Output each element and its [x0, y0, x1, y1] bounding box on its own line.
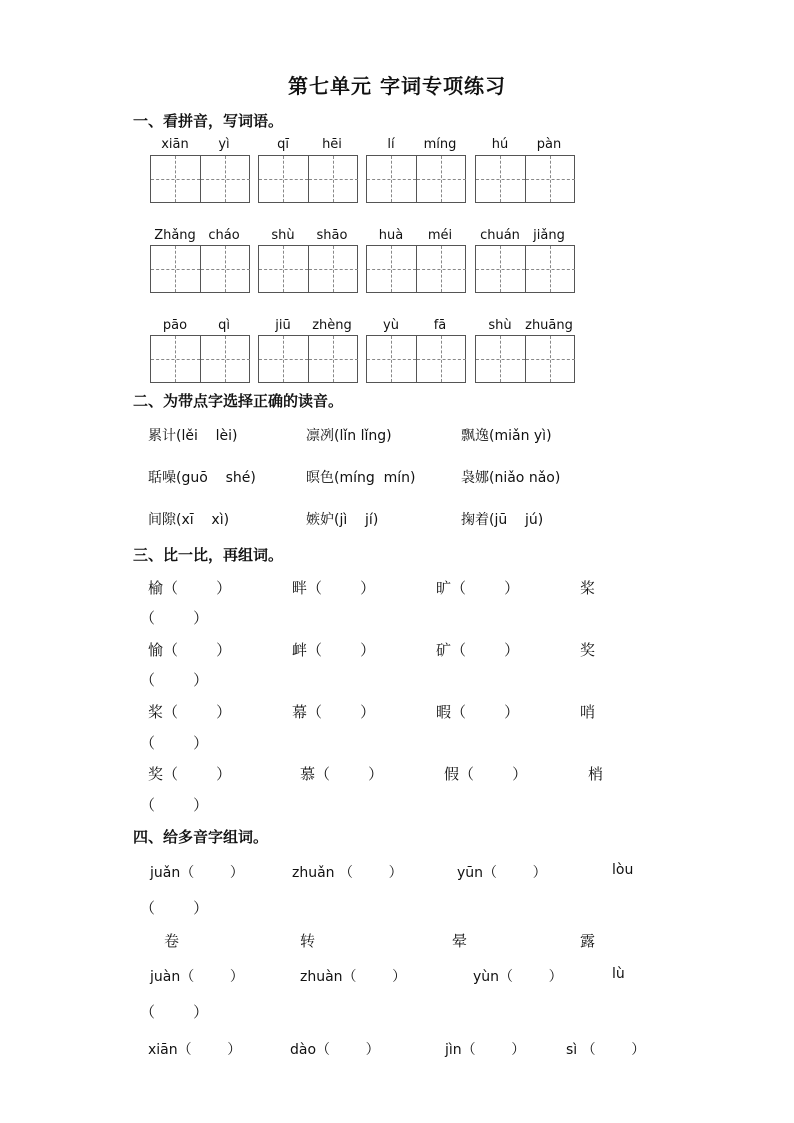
compare-item[interactable]: 暇（ ） — [436, 703, 520, 721]
pinyin-label: hēi — [322, 137, 342, 152]
section-3-heading: 三、比一比，再组词。 — [133, 546, 284, 564]
compare-item[interactable]: 榆（ ） — [148, 579, 232, 597]
writing-grid-row — [0, 245, 794, 293]
compare-item[interactable]: 愉（ ） — [148, 641, 232, 659]
section-4-heading: 四、给多音字组词。 — [133, 828, 269, 846]
poly-char: 转 — [300, 932, 316, 950]
word-box — [258, 245, 358, 293]
word-box — [366, 335, 466, 383]
writing-cell[interactable] — [416, 336, 466, 382]
pinyin-label: xiān — [161, 137, 189, 152]
pinyin-label: shù — [488, 318, 512, 333]
poly-item[interactable]: yūn（ ） — [457, 865, 547, 881]
pron-item[interactable]: 袅娜(niǎo nǎo) — [461, 470, 561, 486]
poly-item[interactable]: sì （ ） — [566, 1042, 646, 1058]
pinyin-label: lí — [387, 137, 395, 152]
writing-cell[interactable] — [416, 246, 466, 292]
answer-paren[interactable]: （ ） — [140, 899, 209, 917]
compare-item[interactable]: 衅（ ） — [292, 641, 376, 659]
guide-line — [283, 246, 284, 292]
writing-cell[interactable] — [308, 246, 358, 292]
poly-item[interactable]: yùn（ ） — [473, 969, 563, 985]
word-box — [366, 245, 466, 293]
pinyin-label: yì — [218, 137, 230, 152]
writing-cell[interactable] — [200, 336, 250, 382]
guide-line — [441, 246, 442, 292]
pinyin-row — [0, 137, 794, 157]
compare-item: 哨 — [580, 703, 596, 721]
guide-line — [550, 156, 551, 202]
pinyin-label: qī — [277, 137, 289, 152]
pinyin-label: qì — [218, 318, 230, 333]
guide-line — [283, 336, 284, 382]
guide-line — [175, 336, 176, 382]
pron-item[interactable]: 掬着(jū jú) — [461, 512, 544, 528]
writing-cell[interactable] — [525, 246, 575, 292]
word-box — [366, 155, 466, 203]
writing-cell[interactable] — [367, 246, 416, 292]
writing-cell[interactable] — [259, 246, 308, 292]
pron-item[interactable]: 累计(lěi lèi) — [148, 428, 238, 444]
guide-line — [550, 246, 551, 292]
word-box — [150, 155, 250, 203]
word-box — [258, 335, 358, 383]
writing-cell[interactable] — [151, 336, 200, 382]
poly-char: 晕 — [452, 932, 468, 950]
pinyin-label: shù — [271, 228, 295, 243]
pinyin-label: cháo — [208, 228, 240, 243]
guide-line — [500, 156, 501, 202]
guide-line — [175, 156, 176, 202]
poly-item: lòu — [612, 862, 634, 878]
pinyin-label: zhuāng — [525, 318, 573, 333]
word-box — [475, 245, 575, 293]
pron-item[interactable]: 嫉妒(jì jí) — [306, 512, 379, 528]
section-1-heading: 一、看拼音，写词语。 — [133, 112, 284, 130]
guide-line — [225, 246, 226, 292]
writing-cell[interactable] — [259, 336, 308, 382]
answer-paren[interactable]: （ ） — [140, 609, 209, 627]
word-box — [150, 335, 250, 383]
pinyin-label: zhèng — [312, 318, 352, 333]
guide-line — [500, 336, 501, 382]
poly-char: 卷 — [164, 932, 180, 950]
guide-line — [391, 156, 392, 202]
word-box — [475, 155, 575, 203]
writing-cell[interactable] — [525, 336, 575, 382]
pinyin-label: yù — [383, 318, 399, 333]
word-box — [258, 155, 358, 203]
answer-paren[interactable]: （ ） — [140, 671, 209, 689]
writing-cell[interactable] — [476, 336, 525, 382]
writing-cell[interactable] — [151, 156, 200, 202]
pinyin-label: shāo — [316, 228, 348, 243]
pinyin-label: Zhǎng — [154, 228, 196, 243]
poly-item[interactable]: dào（ ） — [290, 1042, 380, 1058]
pron-item[interactable]: 聒噪(guō shé) — [148, 470, 256, 486]
poly-item[interactable]: juǎn（ ） — [150, 865, 244, 881]
writing-cell[interactable] — [151, 246, 200, 292]
writing-cell[interactable] — [476, 156, 525, 202]
compare-item[interactable]: 慕（ ） — [300, 765, 384, 783]
pron-item[interactable]: 间隙(xī xì) — [148, 512, 230, 528]
poly-item[interactable]: juàn（ ） — [150, 969, 244, 985]
writing-cell[interactable] — [367, 336, 416, 382]
writing-cell[interactable] — [476, 246, 525, 292]
guide-line — [391, 336, 392, 382]
guide-line — [391, 246, 392, 292]
writing-cell[interactable] — [200, 246, 250, 292]
poly-char: 露 — [580, 932, 596, 950]
poly-item[interactable]: xiān（ ） — [148, 1042, 242, 1058]
writing-cell[interactable] — [367, 156, 416, 202]
guide-line — [283, 156, 284, 202]
pinyin-label: pāo — [162, 318, 188, 333]
pinyin-label: huà — [378, 228, 404, 243]
pinyin-label: méi — [427, 228, 453, 243]
writing-cell[interactable] — [525, 156, 575, 202]
compare-item[interactable]: 桨（ ） — [148, 703, 232, 721]
compare-item: 奖 — [580, 641, 596, 659]
writing-cell[interactable] — [200, 156, 250, 202]
pinyin-label: pàn — [536, 137, 562, 152]
compare-item: 桨 — [580, 579, 596, 597]
writing-cell[interactable] — [259, 156, 308, 202]
pinyin-label: míng — [423, 137, 457, 152]
guide-line — [333, 246, 334, 292]
writing-cell[interactable] — [308, 156, 358, 202]
word-box — [475, 335, 575, 383]
guide-line — [225, 336, 226, 382]
compare-item[interactable]: 畔（ ） — [292, 579, 376, 597]
writing-grid-row — [0, 155, 794, 203]
word-box — [150, 245, 250, 293]
pinyin-label: chuán — [480, 228, 520, 243]
compare-item[interactable]: 幕（ ） — [292, 703, 376, 721]
section-2-heading: 二、为带点字选择正确的读音。 — [133, 392, 344, 410]
compare-item[interactable]: 旷（ ） — [436, 579, 520, 597]
compare-item[interactable]: 矿（ ） — [436, 641, 520, 659]
guide-line — [500, 246, 501, 292]
poly-item[interactable]: zhuàn（ ） — [300, 969, 407, 985]
compare-item[interactable]: 假（ ） — [444, 765, 528, 783]
page-title: 第七单元 字词专项练习 — [288, 74, 506, 98]
pinyin-label: hú — [491, 137, 509, 152]
writing-cell[interactable] — [308, 336, 358, 382]
poly-item[interactable]: jìn（ ） — [445, 1042, 526, 1058]
guide-line — [225, 156, 226, 202]
writing-grid-row — [0, 335, 794, 383]
compare-item: 梢 — [588, 765, 604, 783]
answer-paren[interactable]: （ ） — [140, 796, 209, 814]
pron-item[interactable]: 凛冽(lǐn lǐng) — [306, 428, 392, 444]
answer-paren[interactable]: （ ） — [140, 1003, 209, 1021]
guide-line — [550, 336, 551, 382]
pron-item[interactable]: 飘逸(miǎn yì) — [461, 428, 552, 444]
writing-cell[interactable] — [416, 156, 466, 202]
poly-item[interactable]: zhuǎn （ ） — [292, 865, 403, 881]
guide-line — [175, 246, 176, 292]
pron-item[interactable]: 暝色(míng mín) — [306, 470, 416, 486]
answer-paren[interactable]: （ ） — [140, 734, 209, 752]
pinyin-label: jiǎng — [533, 228, 565, 243]
guide-line — [333, 336, 334, 382]
poly-item: lù — [612, 966, 625, 982]
compare-item[interactable]: 奖（ ） — [148, 765, 232, 783]
pinyin-label: fā — [433, 318, 447, 333]
guide-line — [441, 156, 442, 202]
guide-line — [441, 336, 442, 382]
pinyin-label: jiū — [275, 318, 291, 333]
guide-line — [333, 156, 334, 202]
